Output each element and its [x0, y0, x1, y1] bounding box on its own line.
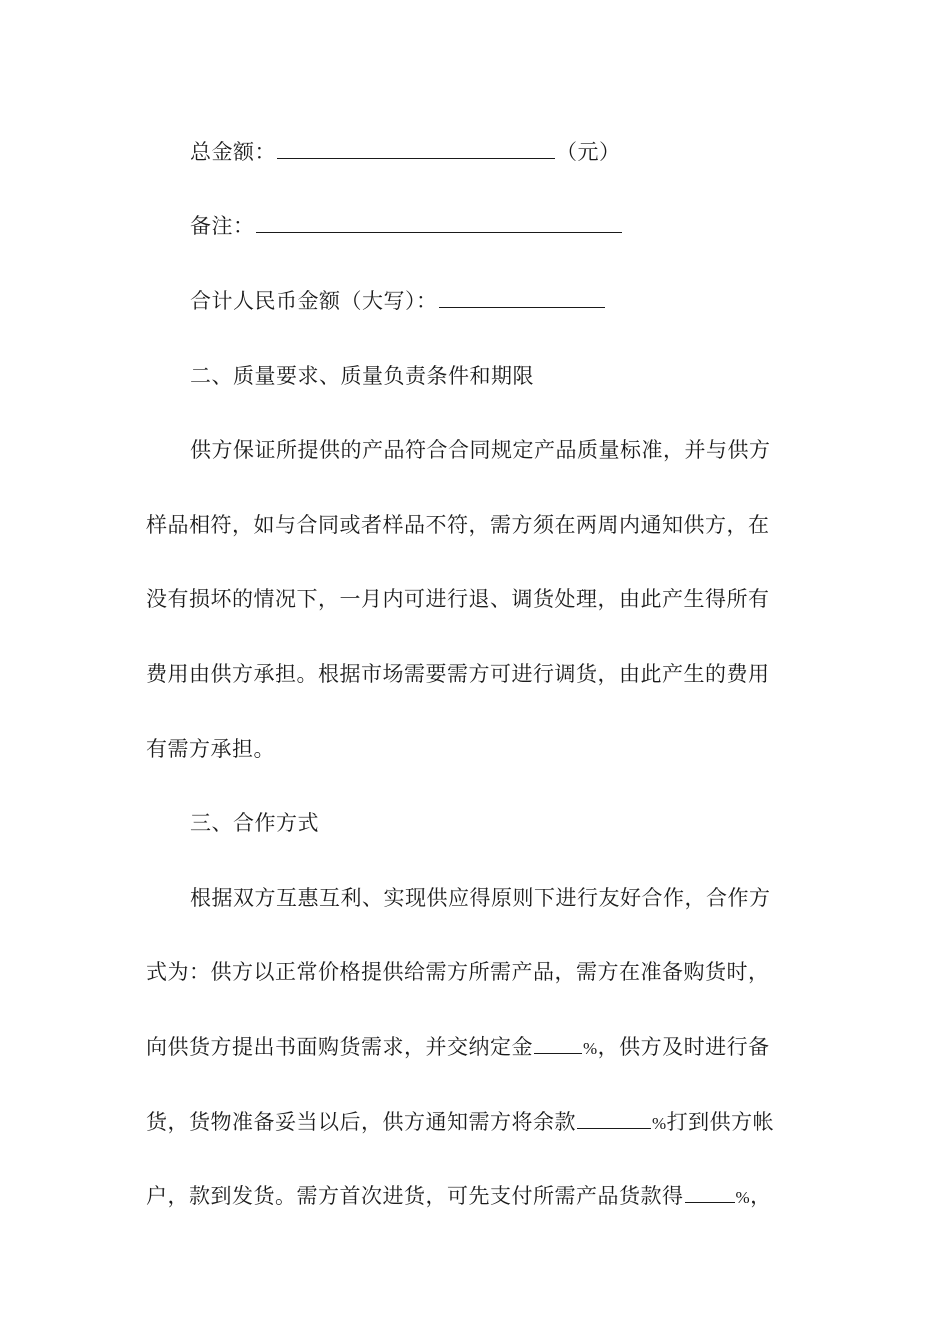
- paragraph-line: 式为：供方以正常价格提供给需方所需产品，需方在准备购货时，: [146, 960, 770, 984]
- paragraph-line: 费用由供方承担。根据市场需要需方可进行调货，由此产生的费用: [146, 662, 770, 686]
- first-order-text: 户，款到发货。需方首次进货，可先支付所需产品货款得: [146, 1184, 684, 1208]
- deposit-percent-blank[interactable]: [534, 1033, 582, 1054]
- paragraph-line: [146, 1182, 806, 1212]
- total-amount-label: 总金额：: [190, 140, 276, 164]
- paragraph-line: [146, 1108, 806, 1138]
- first-order-text-after: ，: [750, 1184, 772, 1208]
- rmb-amount-row: [190, 287, 850, 315]
- total-amount-blank[interactable]: [277, 138, 555, 159]
- paragraph-line: 根据双方互惠互利、实现供应得原则下进行友好合作，合作方: [190, 886, 771, 910]
- rmb-amount-blank[interactable]: [439, 287, 605, 308]
- remark-label: 备注：: [190, 214, 255, 238]
- remark-row: [190, 212, 850, 240]
- deposit-text-after: ，供方及时进行备: [597, 1035, 770, 1059]
- section-heading-quality: 二、质量要求、质量负责条件和期限: [190, 364, 534, 388]
- paragraph-line: 有需方承担。: [146, 737, 275, 761]
- paragraph-line: 没有损坏的情况下，一月内可进行退、调货处理，由此产生得所有: [146, 587, 770, 611]
- percent-sign: %: [652, 1114, 667, 1133]
- paragraph-line: [146, 1033, 806, 1063]
- rmb-amount-label: 合计人民币金额（大写）：: [190, 289, 438, 313]
- percent-sign: %: [583, 1039, 598, 1058]
- total-amount-unit: （元）: [556, 140, 621, 164]
- balance-text: 货，货物准备妥当以后，供方通知需方将余款: [146, 1110, 576, 1134]
- paragraph-line: 样品相符，如与合同或者样品不符，需方须在两周内通知供方，在: [146, 513, 770, 537]
- percent-sign: %: [735, 1188, 751, 1207]
- section-heading-cooperation: 三、合作方式: [190, 811, 319, 835]
- balance-text-after: 打到供方帐: [666, 1110, 775, 1134]
- first-order-percent-blank[interactable]: [685, 1182, 735, 1203]
- deposit-text: 向供货方提出书面购货需求，并交纳定金: [146, 1035, 533, 1059]
- paragraph-line: 供方保证所提供的产品符合合同规定产品质量标准，并与供方: [190, 438, 771, 462]
- remark-blank[interactable]: [256, 212, 622, 233]
- total-amount-row: [190, 138, 850, 166]
- balance-percent-blank[interactable]: [577, 1108, 651, 1129]
